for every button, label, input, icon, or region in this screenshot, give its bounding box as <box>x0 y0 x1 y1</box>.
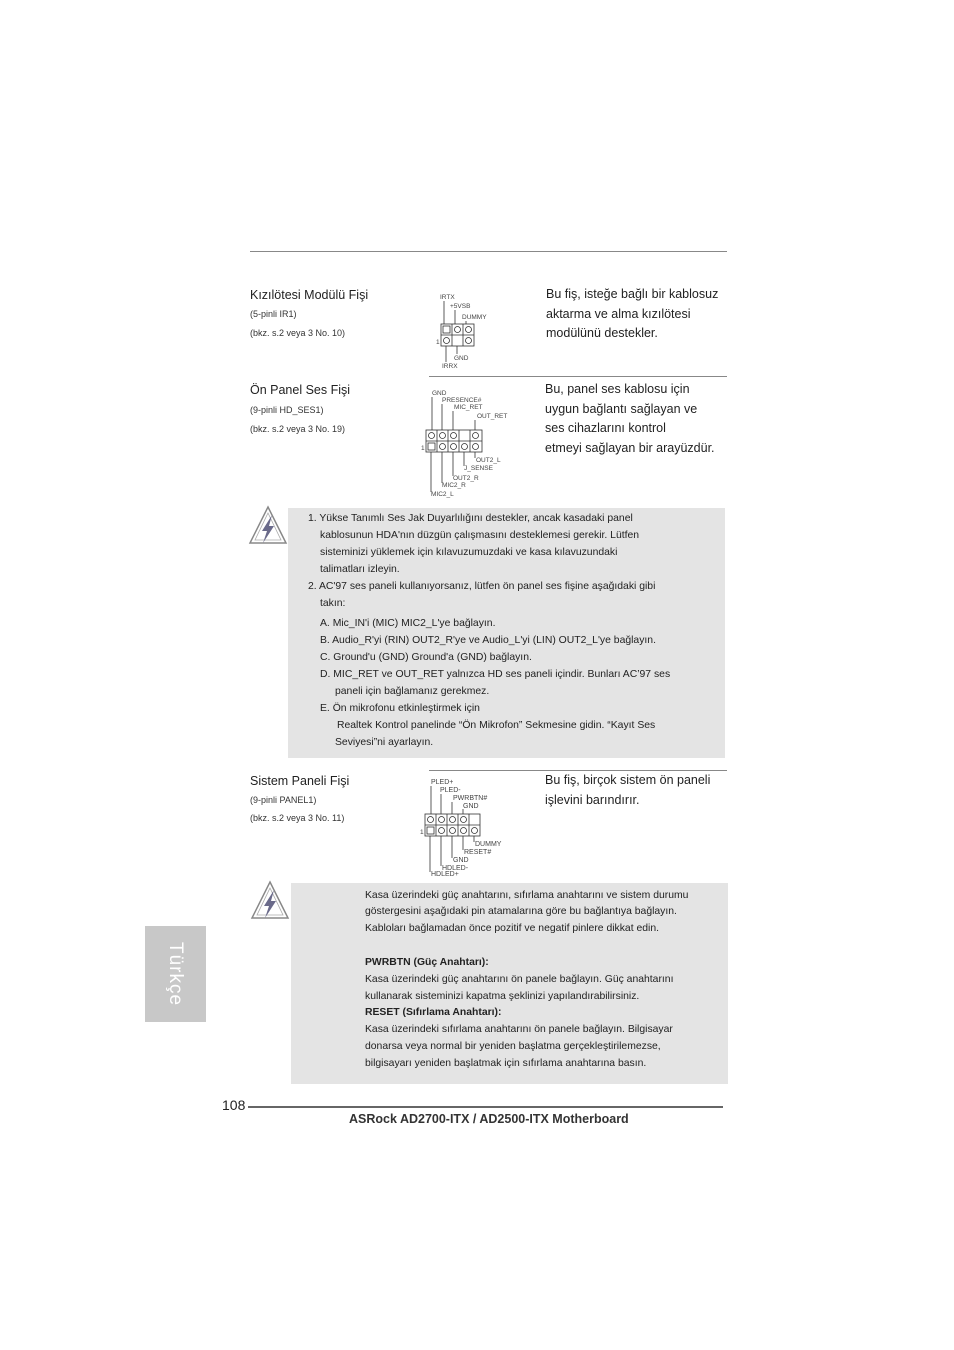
desc-line: aktarma ve alma kızılötesi <box>546 306 691 321</box>
top-divider <box>250 251 727 252</box>
pin-label: IRTX <box>440 294 455 301</box>
pin-label: MIC_RET <box>454 404 483 411</box>
audio-note-box <box>288 508 725 758</box>
desc-line: uygun bağlantı sağlayan ve <box>545 401 698 416</box>
language-tab <box>145 926 206 1022</box>
footer-title: ASRock AD2700-ITX / AD2500-ITX Motherboard <box>349 1112 629 1126</box>
panel-header-pins: (9-pinli PANEL1) <box>250 795 317 805</box>
desc-line: Bu fiş, birçok sistem ön paneli <box>545 773 711 787</box>
ir-header-ref: (bkz. s.2 veya 3 No. 10) <box>250 328 346 338</box>
desc-line: Bu fiş, isteğe bağlı bir kablosuz <box>546 287 719 301</box>
pin-one-marker: 1 <box>420 829 424 836</box>
pin-label: PRESENCE# <box>442 397 482 404</box>
note-line: Realtek Kontrol panelinde “Ön Mikrofon” Sekmesine gidin. “Kayıt Ses <box>337 720 656 731</box>
language-tab-label: Türkçe <box>165 941 187 1007</box>
note-line: bilgisayarı yeniden başlatmak için sıfırlama anahtarına basın. <box>365 1058 647 1069</box>
pwrbtn-heading: PWRBTN (Güç Anahtarı): <box>365 957 489 968</box>
section-divider <box>429 376 727 377</box>
ir-header-pinout-diagram <box>430 290 510 370</box>
pin-label: IRRX <box>442 363 458 370</box>
footer-divider <box>248 1106 723 1108</box>
pin-label: RESET# <box>464 849 492 856</box>
note-line: Kasa üzerindeki güç anahtarını, sıfırlama anahtarını ve sistem durumu <box>365 890 689 901</box>
pin-label: GND <box>432 390 447 397</box>
pin-label: OUT2_R <box>453 475 479 482</box>
pin-label: OUT_RET <box>477 413 508 420</box>
note-line: D. MIC_RET ve OUT_RET yalnızca HD ses paneli içindir. Bunları AC’97 ses <box>320 669 671 680</box>
pin-label: GND <box>463 803 479 810</box>
panel-header-description <box>545 771 710 810</box>
desc-line: modülünü destekler. <box>546 326 658 340</box>
desc-line: Bu, panel ses kablosu için <box>545 382 690 396</box>
panel-note-box <box>291 883 728 1084</box>
note-line: A. Mic_IN'i (MIC) MIC2_L'ye bağlayın. <box>320 618 496 629</box>
pin-label: DUMMY <box>475 841 502 848</box>
ir-header-pins: (5-pinli IR1) <box>250 309 297 319</box>
pin-label: +5VSB <box>450 303 471 310</box>
pin-label: PLED+ <box>431 779 454 786</box>
pin-label: DUMMY <box>462 314 487 321</box>
note-line: donarsa veya normal bir yeniden başlatma gerçekleştirilemezse, <box>365 1041 661 1052</box>
audio-header-pins: (9-pinli HD_SES1) <box>250 405 324 415</box>
note-line: E. Ön mikrofonu etkinleştirmek için <box>320 703 480 714</box>
note-line: 1. Yükse Tanımlı Ses Jak Duyarlılığını destekler, ancak kasadaki panel <box>308 513 633 524</box>
pin-one-marker: 1 <box>436 339 440 346</box>
pin-label: MIC2_L <box>431 491 454 498</box>
note-line: B. Audio_R'yi (RIN) OUT2_R'ye ve Audio_L'yi (LIN) OUT2_L'ye bağlayın. <box>320 635 656 646</box>
desc-line: etmeyi sağlayan bir arayüzdür. <box>545 440 715 455</box>
page-number: 108 <box>222 1097 246 1113</box>
ir-header-description <box>546 285 718 344</box>
panel-header-title: Sistem Paneli Fişi <box>250 774 350 788</box>
pin-label: PWRBTN# <box>453 795 488 802</box>
note-line: kablosunun HDA'nın düzgün çalışmasını desteklemesi gerekir. Lütfen <box>320 530 640 541</box>
desc-line: ses cihazlarını kontrol <box>545 421 666 435</box>
pin-label: PLED- <box>440 787 461 794</box>
audio-header-pinout-diagram <box>420 386 520 501</box>
note-line: Kasa üzerindeki güç anahtarını ön panele bağlayın. Güç anahtarını <box>365 974 674 985</box>
note-line: takın: <box>320 598 346 609</box>
audio-header-description <box>545 380 715 458</box>
note-line: C. Ground'u (GND) Ground'a (GND) bağlayın. <box>320 652 532 663</box>
pin-label: J_SENSE <box>464 465 493 472</box>
pin-label: HDLED- <box>442 865 469 872</box>
pin-label: HDLED+ <box>431 871 459 876</box>
reset-heading: RESET (Sıfırlama Anahtarı): <box>365 1007 502 1018</box>
note-line: göstergesini aşağıdaki pin atamalarına göre bu bağlantıya bağlayın. <box>365 906 677 917</box>
pin-label: GND <box>454 355 469 362</box>
note-line: 2. AC'97 ses paneli kullanıyorsanız, lütfen ön panel ses fişine aşağıdaki gibi <box>308 581 656 592</box>
pin-label: MIC2_R <box>442 482 466 489</box>
audio-header-title: Ön Panel Ses Fişi <box>250 383 351 397</box>
desc-line: işlevini barındırır. <box>545 792 640 807</box>
note-line: kullanarak sisteminizi kapatma şeklinizi yapılandırabilirsiniz. <box>365 991 640 1002</box>
audio-header-ref: (bkz. s.2 veya 3 No. 19) <box>250 424 346 434</box>
pin-label: GND <box>453 857 469 864</box>
note-line: talimatları izleyin. <box>320 564 400 575</box>
pin-label: OUT2_L <box>476 457 501 464</box>
note-line: Kasa üzerindeki sıfırlama anahtarını ön panele bağlayın. Bilgisayar <box>365 1024 673 1035</box>
note-line: Kabloları bağlamadan önce pozitif ve negatif pinlere dikkat edin. <box>365 923 660 934</box>
note-line: paneli için bağlamanız gerekmez. <box>335 686 490 697</box>
panel-header-pinout-diagram <box>418 776 508 876</box>
note-line: sisteminizi yüklemek için kılavuzumuzdaki ve kasa kılavuzundaki <box>320 547 618 558</box>
panel-header-ref: (bkz. s.2 veya 3 No. 11) <box>250 813 345 823</box>
note-line: Seviyesi”ni ayarlayın. <box>335 737 434 748</box>
warning-pencil-icon <box>248 505 288 547</box>
warning-pencil-icon <box>250 880 290 922</box>
pin-one-marker: 1 <box>421 445 425 452</box>
ir-header-title: Kızılötesi Modülü Fişi <box>250 288 369 302</box>
